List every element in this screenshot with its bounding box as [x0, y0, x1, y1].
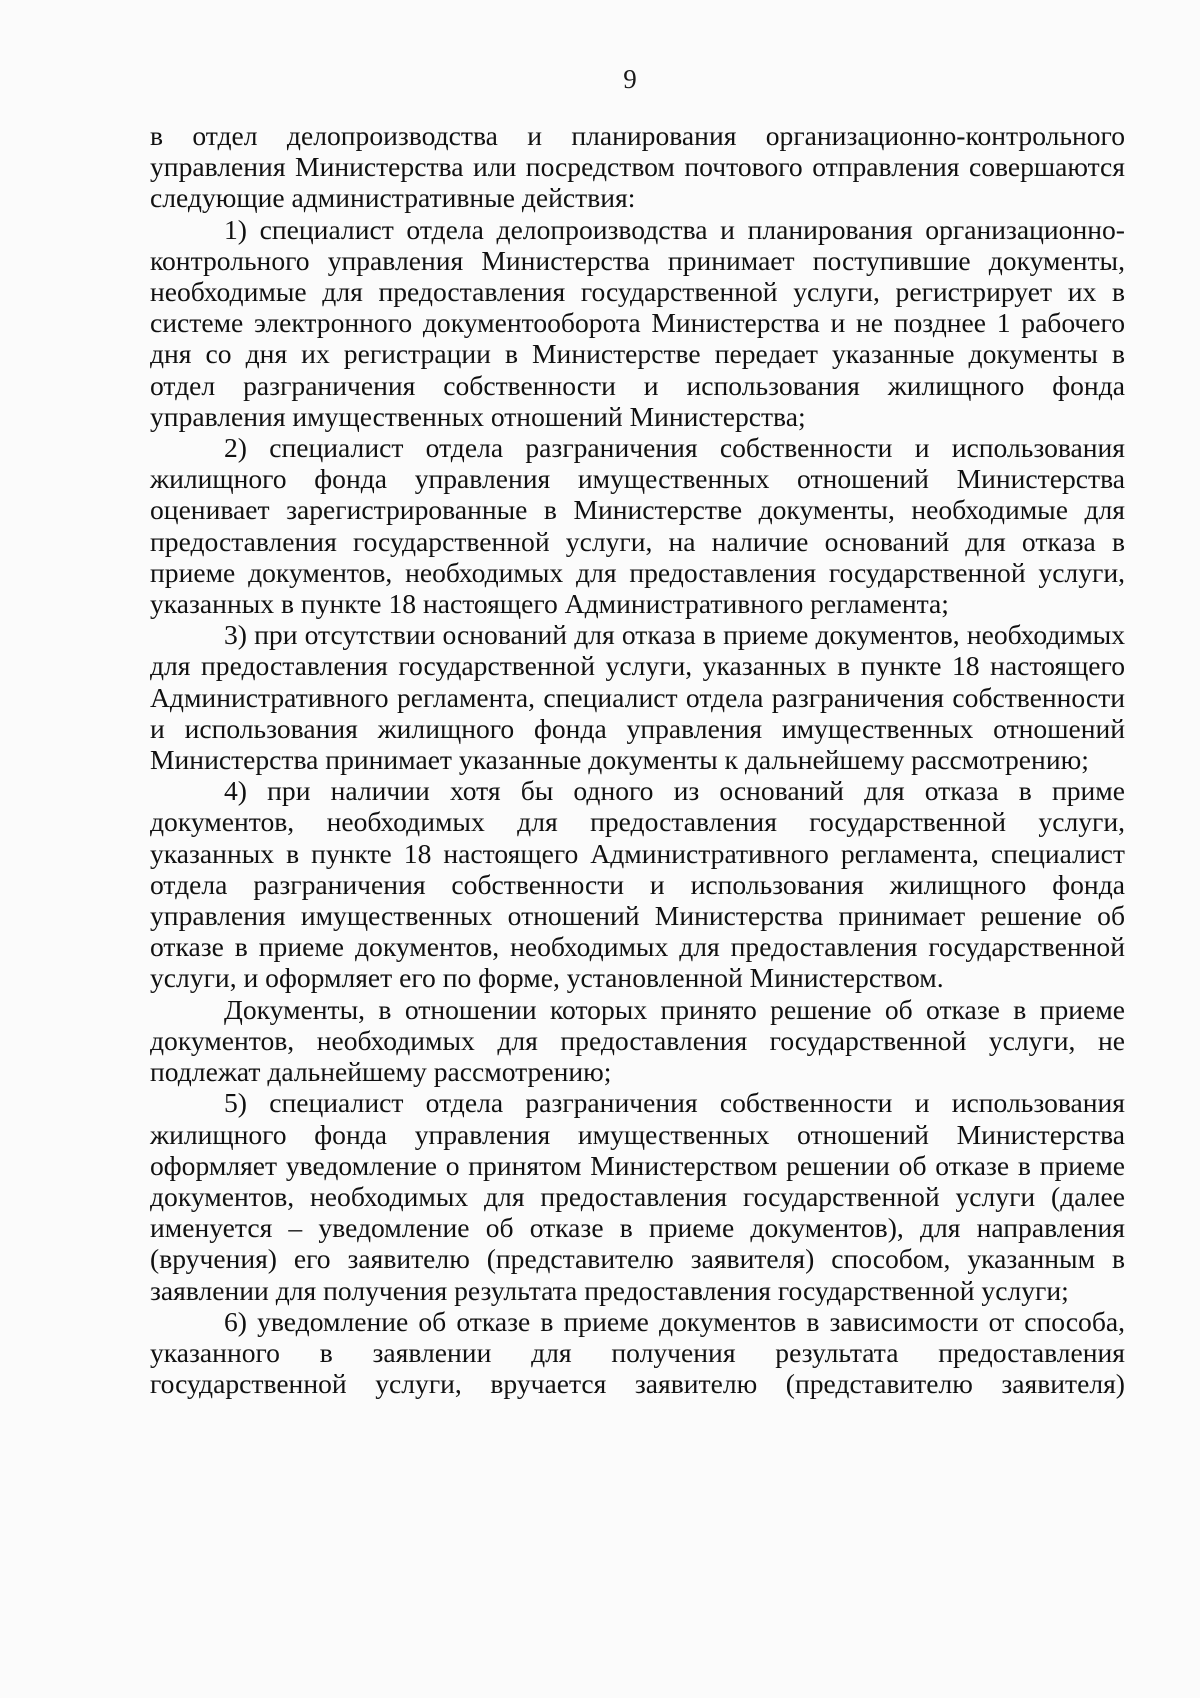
page-number: 9 [623, 64, 637, 94]
paragraph-item-3: 3) при отсутствии оснований для отказа в приеме документов, необходимых для предоставления государственной услуги, указанных в пункте 18 настоящего Административного регламента, специалист отдела разграничения собственности и использования жилищного фонда управления имущественных отношений Министерства принимает указанные документы к дальнейшему рассмотрению; [150, 619, 1125, 776]
paragraph-rejected-documents: Документы, в отношении которых принято решение об отказе в приеме документов, необходимых для предоставления государственной услуги, не подлежат дальнейшему рассмотрению; [150, 993, 1125, 1088]
paragraph-item-4: 4) при наличии хотя бы одного из оснований для отказа в приме документов, необходимых для предоставления государственной услуги, указанных в пункте 18 настоящего Административного регламента, специалист отдела разграничения собственности и использования жилищного фонда управления имущественных отношений Министерства принимает решение об отказе в приеме документов, необходимых для предоставления государственной услуги, и оформляет его по форме, установленной Министерством. [150, 775, 1125, 994]
paragraph-item-2: 2) специалист отдела разграничения собственности и использования жилищного фонда управления имущественных отношений Министерства оценивает зарегистрированные в Министерстве документы, необходимые для предоставления государственной услуги, на наличие оснований для отказа в приеме документов, необходимых для предоставления государственной услуги, указанных в пункте 18 настоящего Административного регламента; [150, 432, 1125, 620]
document-body [150, 120, 1125, 1399]
paragraph-item-5: 5) специалист отдела разграничения собственности и использования жилищного фонда управления имущественных отношений Министерства оформляет уведомление о принятом Министерством решении об отказе в приеме документов, необходимых для предоставления государственной услуги (далее именуется – уведомление об отказе в приеме документов), для направления (вручения) его заявителю (представителю заявителя) способом, указанным в заявлении для получения результата предоставления государственной услуги; [150, 1087, 1125, 1306]
paragraph-item-6: 6) уведомление об отказе в приеме документов в зависимости от способа, указанного в заявлении для получения результата предоставления государственной услуги, вручается заявителю (представителю заявителя) [150, 1305, 1125, 1400]
paragraph-intro: в отдел делопроизводства и планирования организационно-контрольного управления Министерства или посредством почтового отправления совершаются следующие административные действия: [150, 120, 1125, 214]
paragraph-item-1: 1) специалист отдела делопроизводства и планирования организационно-контрольного управления Министерства принимает поступившие документы, необходимые для предоставления государственной услуги, регистрирует их в системе электронного документооборота Министерства и не позднее 1 рабочего дня со дня их регистрации в Министерстве передает указанные документы в отдел разграничения собственности и использования жилищного фонда управления имущественных отношений Министерства; [150, 213, 1125, 432]
